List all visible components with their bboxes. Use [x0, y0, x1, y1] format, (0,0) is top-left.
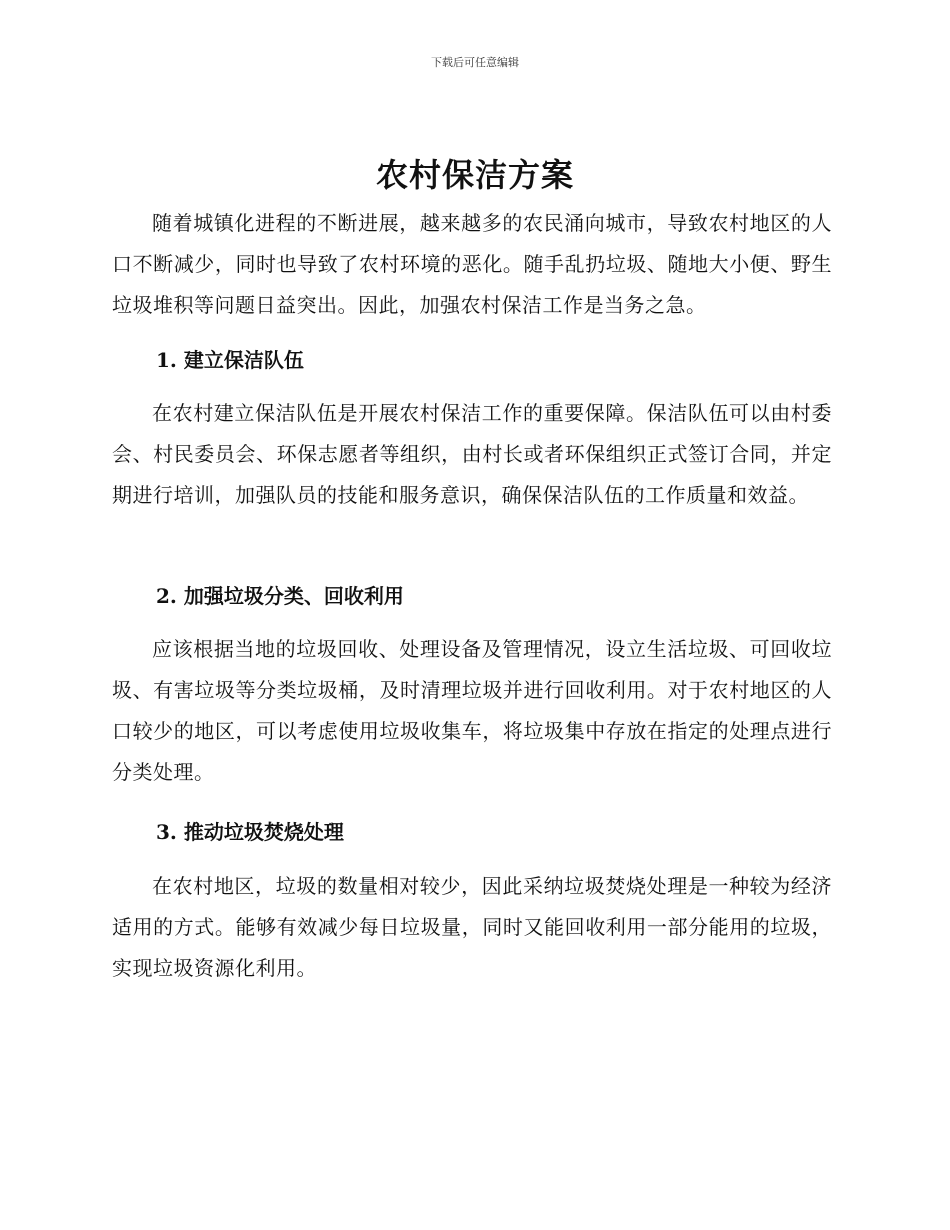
section-paragraph: 在农村地区，垃圾的数量相对较少，因此采纳垃圾焚烧处理是一种较为经济适用的方式。能够有效减少每日垃圾量，同时又能回收利用一部分能用的垃圾，实现垃圾资源化利用。	[112, 874, 832, 980]
section-3-heading-block	[112, 812, 832, 853]
intro-block	[112, 203, 832, 326]
document-title: 农村保洁方案	[375, 156, 574, 194]
header-note: 下载后可任意编辑	[431, 56, 519, 69]
section-paragraph: 在农村建立保洁队伍是开展农村保洁工作的重要保障。保洁队伍可以由村委会、村民委员会、环保志愿者等组织，由村长或者环保组织正式签订合同，并定期进行培训，加强队员的技能和服务意识，确保保洁队伍的工作质量和效益。	[112, 401, 832, 507]
section-1-body-block	[112, 393, 832, 516]
section-heading: 3. 推动垃圾焚烧处理	[156, 820, 344, 844]
section-2-body-block	[112, 629, 832, 793]
section-heading: 1. 建立保洁队伍	[156, 348, 304, 372]
section-1-heading-block	[112, 340, 832, 381]
intro-paragraph: 随着城镇化进程的不断进展，越来越多的农民涌向城市，导致农村地区的人口不断减少，同时也导致了农村环境的恶化。随手乱扔垃圾、随地大小便、野生垃圾堆积等问题日益突出。因此，加强农村保洁工作是当务之急。	[112, 211, 832, 317]
section-3-body-block	[112, 866, 832, 989]
section-paragraph: 应该根据当地的垃圾回收、处理设备及管理情况，设立生活垃圾、可回收垃圾、有害垃圾等分类垃圾桶，及时清理垃圾并进行回收利用。对于农村地区的人口较少的地区，可以考虑使用垃圾收集车，将垃圾集中存放在指定的处理点进行分类处理。	[112, 637, 832, 784]
section-2-heading-block	[112, 576, 832, 617]
section-heading: 2. 加强垃圾分类、回收利用	[156, 584, 404, 608]
